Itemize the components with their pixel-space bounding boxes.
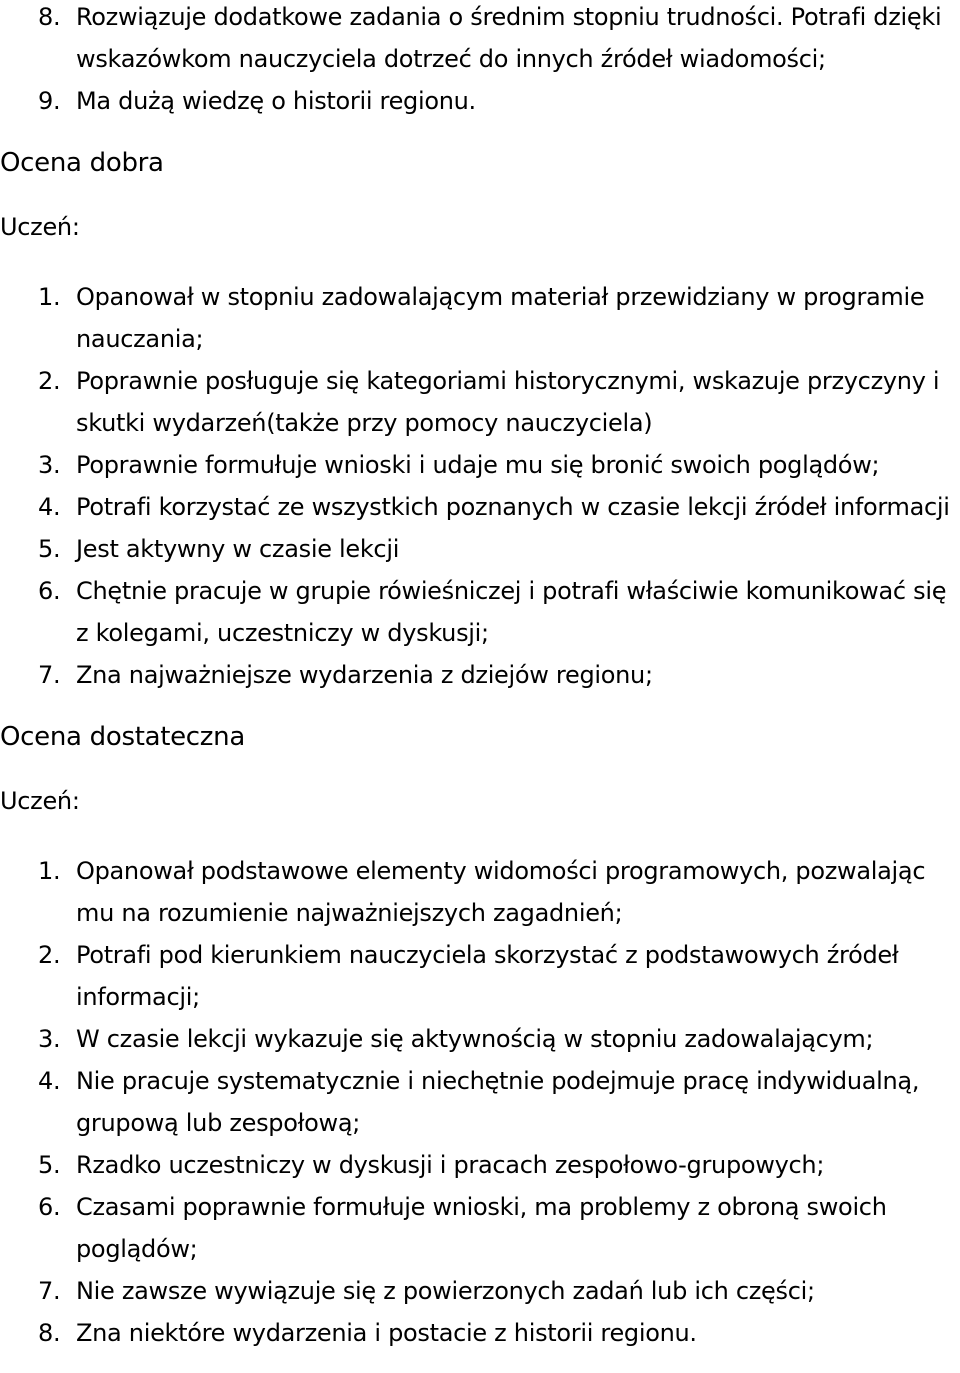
list-item-text: Ma dużą wiedzę o historii regionu. <box>76 87 476 115</box>
list-item <box>0 1312 960 1354</box>
list-item-text: Nie zawsze wywiązuje się z powierzonych zadań lub ich części; <box>76 1277 815 1305</box>
list-item-number: 3. <box>38 451 61 479</box>
list-item-number: 4. <box>38 493 61 521</box>
list-item <box>0 80 960 122</box>
list-item-number: 1. <box>38 857 61 885</box>
list-item-number: 8. <box>38 3 61 31</box>
list-item-number: 7. <box>38 1277 61 1305</box>
list-item-text: Czasami poprawnie formułuje wnioski, ma problemy z obroną swoich poglądów; <box>76 1193 887 1263</box>
list-item-number: 2. <box>38 941 61 969</box>
list-item-text: Rozwiązuje dodatkowe zadania o średnim stopniu trudności. Potrafi dzięki wskazówkom nauczyciela dotrzeć do innych źródeł wiadomości; <box>76 3 942 73</box>
dostateczna-list <box>0 850 960 1354</box>
list-item-text: Chętnie pracuje w grupie rówieśniczej i potrafi właściwie komunikować się z kolegami, uczestniczy w dyskusji; <box>76 577 947 647</box>
list-item-text: Potrafi korzystać ze wszystkich poznanych w czasie lekcji źródeł informacji <box>76 493 950 521</box>
list-item <box>0 1270 960 1312</box>
list-item <box>0 276 960 360</box>
section-heading-dostateczna: Ocena dostateczna <box>0 722 245 752</box>
list-item <box>0 528 960 570</box>
dobra-list <box>0 276 960 696</box>
list-item <box>0 444 960 486</box>
list-item-text: Poprawnie formułuje wnioski i udaje mu się bronić swoich poglądów; <box>76 451 880 479</box>
list-item-text: Opanował w stopniu zadowalającym materiał przewidziany w programie nauczania; <box>76 283 925 353</box>
list-item-text: Zna niektóre wydarzenia i postacie z historii regionu. <box>76 1319 697 1347</box>
top-list <box>0 0 960 122</box>
list-item-text: Rzadko uczestniczy w dyskusji i pracach zespołowo-grupowych; <box>76 1151 825 1179</box>
list-item-number: 6. <box>38 577 61 605</box>
list-item <box>0 654 960 696</box>
list-item-text: Jest aktywny w czasie lekcji <box>76 535 400 563</box>
list-item-number: 6. <box>38 1193 61 1221</box>
list-item <box>0 850 960 934</box>
list-item <box>0 570 960 654</box>
list-item <box>0 1144 960 1186</box>
list-item <box>0 1186 960 1270</box>
list-item-number: 5. <box>38 535 61 563</box>
list-item-text: Zna najważniejsze wydarzenia z dziejów regionu; <box>76 661 653 689</box>
list-item <box>0 486 960 528</box>
list-item-number: 7. <box>38 661 61 689</box>
section-label-dobra: Uczeń: <box>0 213 80 241</box>
list-item <box>0 0 960 80</box>
list-item-text: W czasie lekcji wykazuje się aktywnością w stopniu zadowalającym; <box>76 1025 874 1053</box>
section-label-dostateczna: Uczeń: <box>0 787 80 815</box>
list-item-number: 4. <box>38 1067 61 1095</box>
list-item-text: Poprawnie posługuje się kategoriami historycznymi, wskazuje przyczyny i skutki wydarzeń(także przy pomocy nauczyciela) <box>76 367 940 437</box>
list-item <box>0 360 960 444</box>
list-item-text: Nie pracuje systematycznie i niechętnie podejmuje pracę indywidualną, grupową lub zespołową; <box>76 1067 920 1137</box>
list-item-number: 9. <box>38 87 61 115</box>
list-item-text: Opanował podstawowe elementy widomości programowych, pozwalając mu na rozumienie najważniejszych zagadnień; <box>76 857 926 927</box>
list-item-number: 1. <box>38 283 61 311</box>
list-item-number: 3. <box>38 1025 61 1053</box>
list-item <box>0 934 960 1018</box>
list-item-number: 8. <box>38 1319 61 1347</box>
section-heading-dobra: Ocena dobra <box>0 148 164 178</box>
list-item <box>0 1018 960 1060</box>
list-item-number: 2. <box>38 367 61 395</box>
list-item <box>0 1060 960 1144</box>
list-item-number: 5. <box>38 1151 61 1179</box>
list-item-text: Potrafi pod kierunkiem nauczyciela skorzystać z podstawowych źródeł informacji; <box>76 941 899 1011</box>
